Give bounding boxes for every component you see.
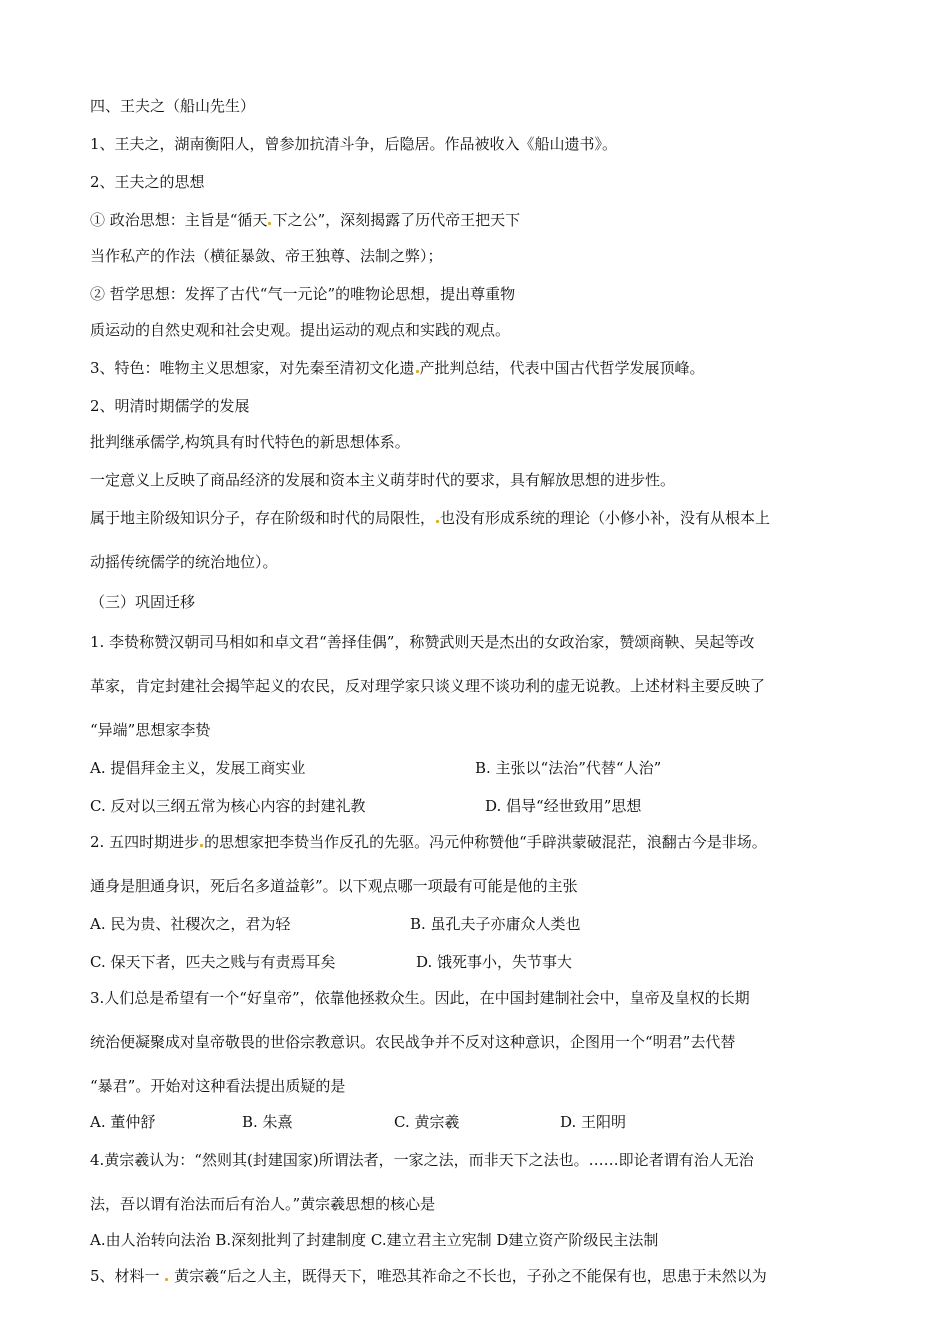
question-2-options-row <box>90 914 865 934</box>
option-d: D. 王阳明 <box>560 1113 627 1131</box>
question-3-options-row <box>90 1112 865 1132</box>
stray-dot-mark <box>416 370 419 373</box>
paragraph: 动摇传统儒学的统治地位）。 <box>90 553 278 571</box>
paragraph: 属于地主阶级知识分子，存在阶级和时代的局限性， 也没有形成系统的理论（小修小补，没有从根本上 <box>90 509 771 527</box>
section-heading-practice: （三）巩固迁移 <box>90 593 196 611</box>
paragraph: ② 哲学思想：发挥了古代“气一元论”的唯物论思想，提出尊重物 <box>90 285 516 303</box>
document-page <box>90 96 865 1286</box>
option-b: B. 朱熹 <box>242 1113 293 1131</box>
paragraph: 1、王夫之，湖南衡阳人，曾参加抗清斗争，后隐居。作品被收入《船山遗书》。 <box>90 135 618 153</box>
section-heading-wang-fuzhi: 四、王夫之（船山先生） <box>90 97 256 115</box>
option-d: D. 倡导“经世致用”思想 <box>485 797 642 815</box>
question-1-line: 1. 李贽称赞汉朝司马相如和卓文君“善择佳偶”，称赞武则天是杰出的女政治家，赞颂商鞅、吴起等改 <box>90 633 755 651</box>
option-a: A. 董仲舒 <box>90 1113 156 1131</box>
option-a: A. 提倡拜金主义，发展工商实业 <box>90 759 306 777</box>
paragraph: 当作私产的作法（横征暴敛、帝王独尊、法制之弊）； <box>90 247 443 265</box>
question-3-line: 3.人们总是希望有一个“好皇帝”，依靠他拯救众生。因此，在中国封建制社会中，皇帝及皇权的长期 <box>90 989 750 1007</box>
question-4-line: 4.黄宗羲认为：“然则其(封建国家)所谓法者，一家之法，而非天下之法也。……即论者谓有治人无治 <box>90 1151 754 1169</box>
question-5-line: 5、材料一 黄宗羲“后之人主，既得天下，唯恐其祚命之不长也，子孙之不能保有也，思患于未然以为 <box>90 1267 767 1285</box>
paragraph: 质运动的自然史观和社会史观。提出运动的观点和实践的观点。 <box>90 321 511 339</box>
question-3-line: 统治便凝聚成对皇帝敬畏的世俗宗教意识。农民战争并不反对这种意识，企图用一个“明君”去代替 <box>90 1033 736 1051</box>
subheading: 2、明清时期儒学的发展 <box>90 397 250 415</box>
question-2-options-row <box>90 952 865 972</box>
question-2-line: 2. 五四时期进步 的思想家把李贽当作反孔的先驱。冯元仲称赞他“手辟洪蒙破混茫，浪翻古今是非场。 <box>90 833 767 851</box>
stray-dot-mark <box>268 222 271 225</box>
stray-dot-mark <box>200 844 203 847</box>
option-b: B. 主张以“法治”代替“人治” <box>475 759 662 777</box>
question-3-line: “暴君”。开始对这种看法提出质疑的是 <box>90 1077 346 1095</box>
question-1-line: “异端”思想家李贽 <box>90 721 211 739</box>
paragraph: 3、特色：唯物主义思想家，对先秦至清初文化遗 产批判总结，代表中国古代哲学发展顶峰。 <box>90 359 705 377</box>
question-1-line: 革家，肯定封建社会揭竿起义的农民，反对理学家只谈义理不谈功利的虚无说教。上述材料主要反映了 <box>90 677 766 695</box>
option-c: C. 保天下者，匹夫之贱与有责焉耳矣 <box>90 953 336 971</box>
option-a: A. 民为贵、社稷次之，君为轻 <box>90 915 291 933</box>
paragraph: ① 政治思想：主旨是“循天 下之公”，深刻揭露了历代帝王把天下 <box>90 211 521 229</box>
question-4-options: A.由人治转向法治 B.深刻批判了封建制度 C.建立君主立宪制 D建立资产阶级民主法制 <box>90 1231 659 1249</box>
stray-dot-mark <box>436 520 439 523</box>
subheading: 2、王夫之的思想 <box>90 173 205 191</box>
stray-dot-mark <box>165 1278 168 1281</box>
option-c: C. 黄宗羲 <box>394 1113 460 1131</box>
question-4-line: 法，吾以谓有治法而后有治人。”黄宗羲思想的核心是 <box>90 1195 436 1213</box>
option-b: B. 虽孔夫子亦庸众人类也 <box>410 915 581 933</box>
question-2-line: 通身是胆通身识，死后名多道益彰”。以下观点哪一项最有可能是他的主张 <box>90 877 578 895</box>
paragraph: 一定意义上反映了商品经济的发展和资本主义萌芽时代的要求，具有解放思想的进步性。 <box>90 471 676 489</box>
paragraph: 批判继承儒学,构筑具有时代特色的新思想体系。 <box>90 433 410 451</box>
option-c: C. 反对以三纲五常为核心内容的封建礼教 <box>90 797 366 815</box>
option-d: D. 饿死事小，失节事大 <box>416 953 573 971</box>
question-1-options-row <box>90 758 865 778</box>
question-1-options-row <box>90 796 865 816</box>
